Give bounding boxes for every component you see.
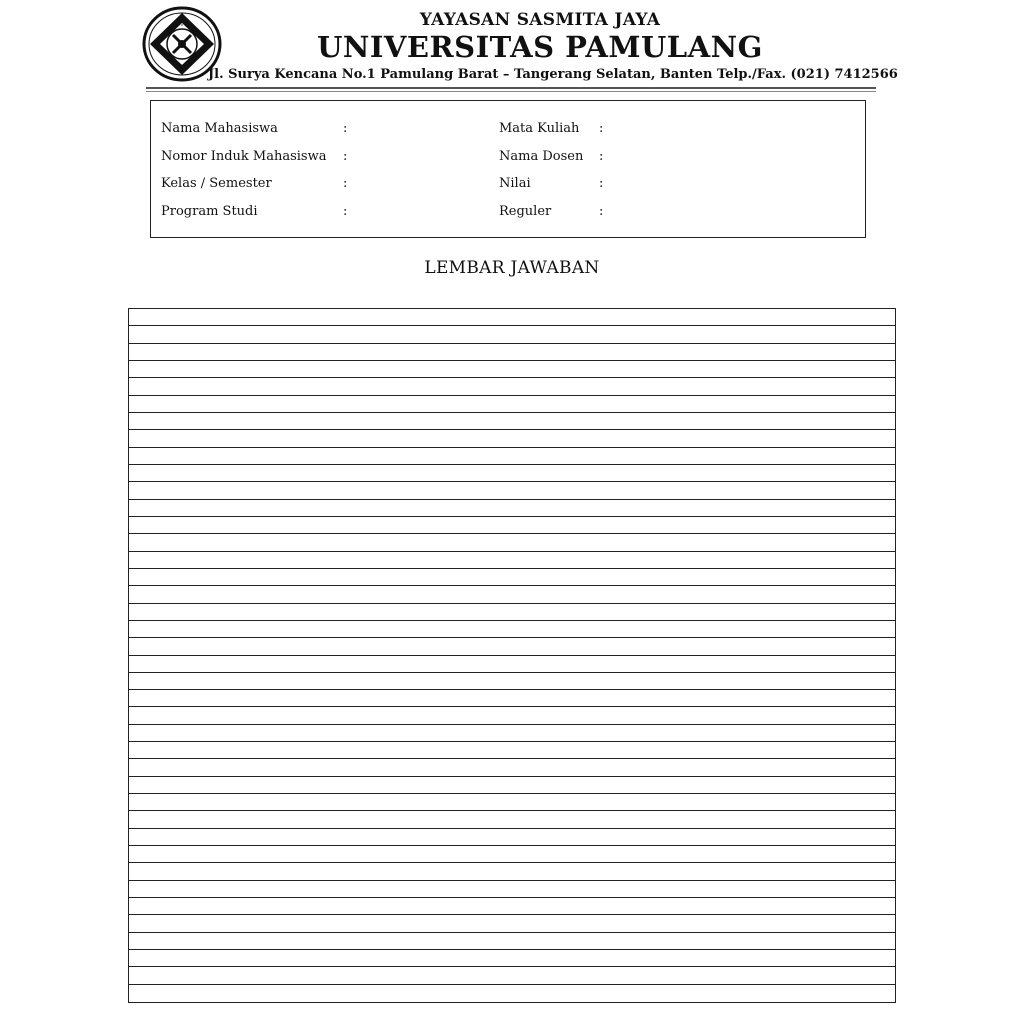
nama-mahasiswa-label: Nama Mahasiswa: [161, 121, 278, 136]
info-row-4: [161, 202, 841, 222]
nilai-colon: :: [599, 176, 604, 191]
answer-line: [129, 724, 895, 725]
answer-line: [129, 966, 895, 967]
answer-sheet-title: LEMBAR JAWABAN: [424, 258, 600, 278]
answer-line: [129, 551, 895, 552]
header-divider-thick: [146, 87, 876, 89]
answer-line: [129, 603, 895, 604]
answer-line: [129, 377, 895, 378]
header-divider-thin: [146, 91, 876, 92]
answer-line: [129, 828, 895, 829]
university-name: UNIVERSITAS PAMULANG: [317, 30, 763, 64]
answer-line: [129, 758, 895, 759]
answer-line: [129, 880, 895, 881]
info-row-1: [161, 119, 841, 139]
answer-sheet[interactable]: [128, 308, 896, 1003]
program-studi-colon: :: [343, 204, 348, 219]
answer-line: [129, 568, 895, 569]
answer-line: [129, 706, 895, 707]
nilai-label: Nilai: [499, 176, 531, 191]
answer-line: [129, 481, 895, 482]
answer-line: [129, 637, 895, 638]
nama-mahasiswa-colon: :: [343, 121, 348, 136]
answer-line: [129, 672, 895, 673]
answer-line: [129, 984, 895, 985]
info-row-3: [161, 174, 841, 194]
answer-line: [129, 395, 895, 396]
answer-line: [129, 620, 895, 621]
nim-colon: :: [343, 149, 348, 164]
answer-line: [129, 585, 895, 586]
answer-line: [129, 776, 895, 777]
answer-line: [129, 412, 895, 413]
mata-kuliah-colon: :: [599, 121, 604, 136]
answer-line: [129, 533, 895, 534]
answer-line: [129, 793, 895, 794]
reguler-label: Reguler: [499, 204, 552, 219]
answer-line: [129, 914, 895, 915]
answer-line: [129, 862, 895, 863]
mata-kuliah-label: Mata Kuliah: [499, 121, 580, 136]
info-row-2: [161, 147, 841, 167]
nama-dosen-label: Nama Dosen: [499, 149, 584, 164]
kelas-semester-label: Kelas / Semester: [161, 176, 272, 191]
nama-dosen-colon: :: [599, 149, 604, 164]
reguler-colon: :: [599, 204, 604, 219]
student-info-box: [150, 100, 866, 238]
answer-line: [129, 949, 895, 950]
answer-line: [129, 429, 895, 430]
answer-line: [129, 464, 895, 465]
university-address: Jl. Surya Kencana No.1 Pamulang Barat – Tangerang Selatan, Banten Telp./Fax. (021) 7412566: [208, 67, 898, 82]
program-studi-label: Program Studi: [161, 204, 258, 219]
foundation-name: YAYASAN SASMITA JAYA: [419, 10, 661, 30]
answer-line: [129, 343, 895, 344]
answer-line: [129, 516, 895, 517]
answer-line: [129, 897, 895, 898]
kelas-semester-colon: :: [343, 176, 348, 191]
answer-line: [129, 655, 895, 656]
answer-line: [129, 325, 895, 326]
answer-line: [129, 932, 895, 933]
answer-line: [129, 447, 895, 448]
nim-label: Nomor Induk Mahasiswa: [161, 149, 327, 164]
answer-line: [129, 741, 895, 742]
answer-line: [129, 499, 895, 500]
answer-line: [129, 845, 895, 846]
answer-line: [129, 689, 895, 690]
answer-line: [129, 810, 895, 811]
answer-line: [129, 360, 895, 361]
